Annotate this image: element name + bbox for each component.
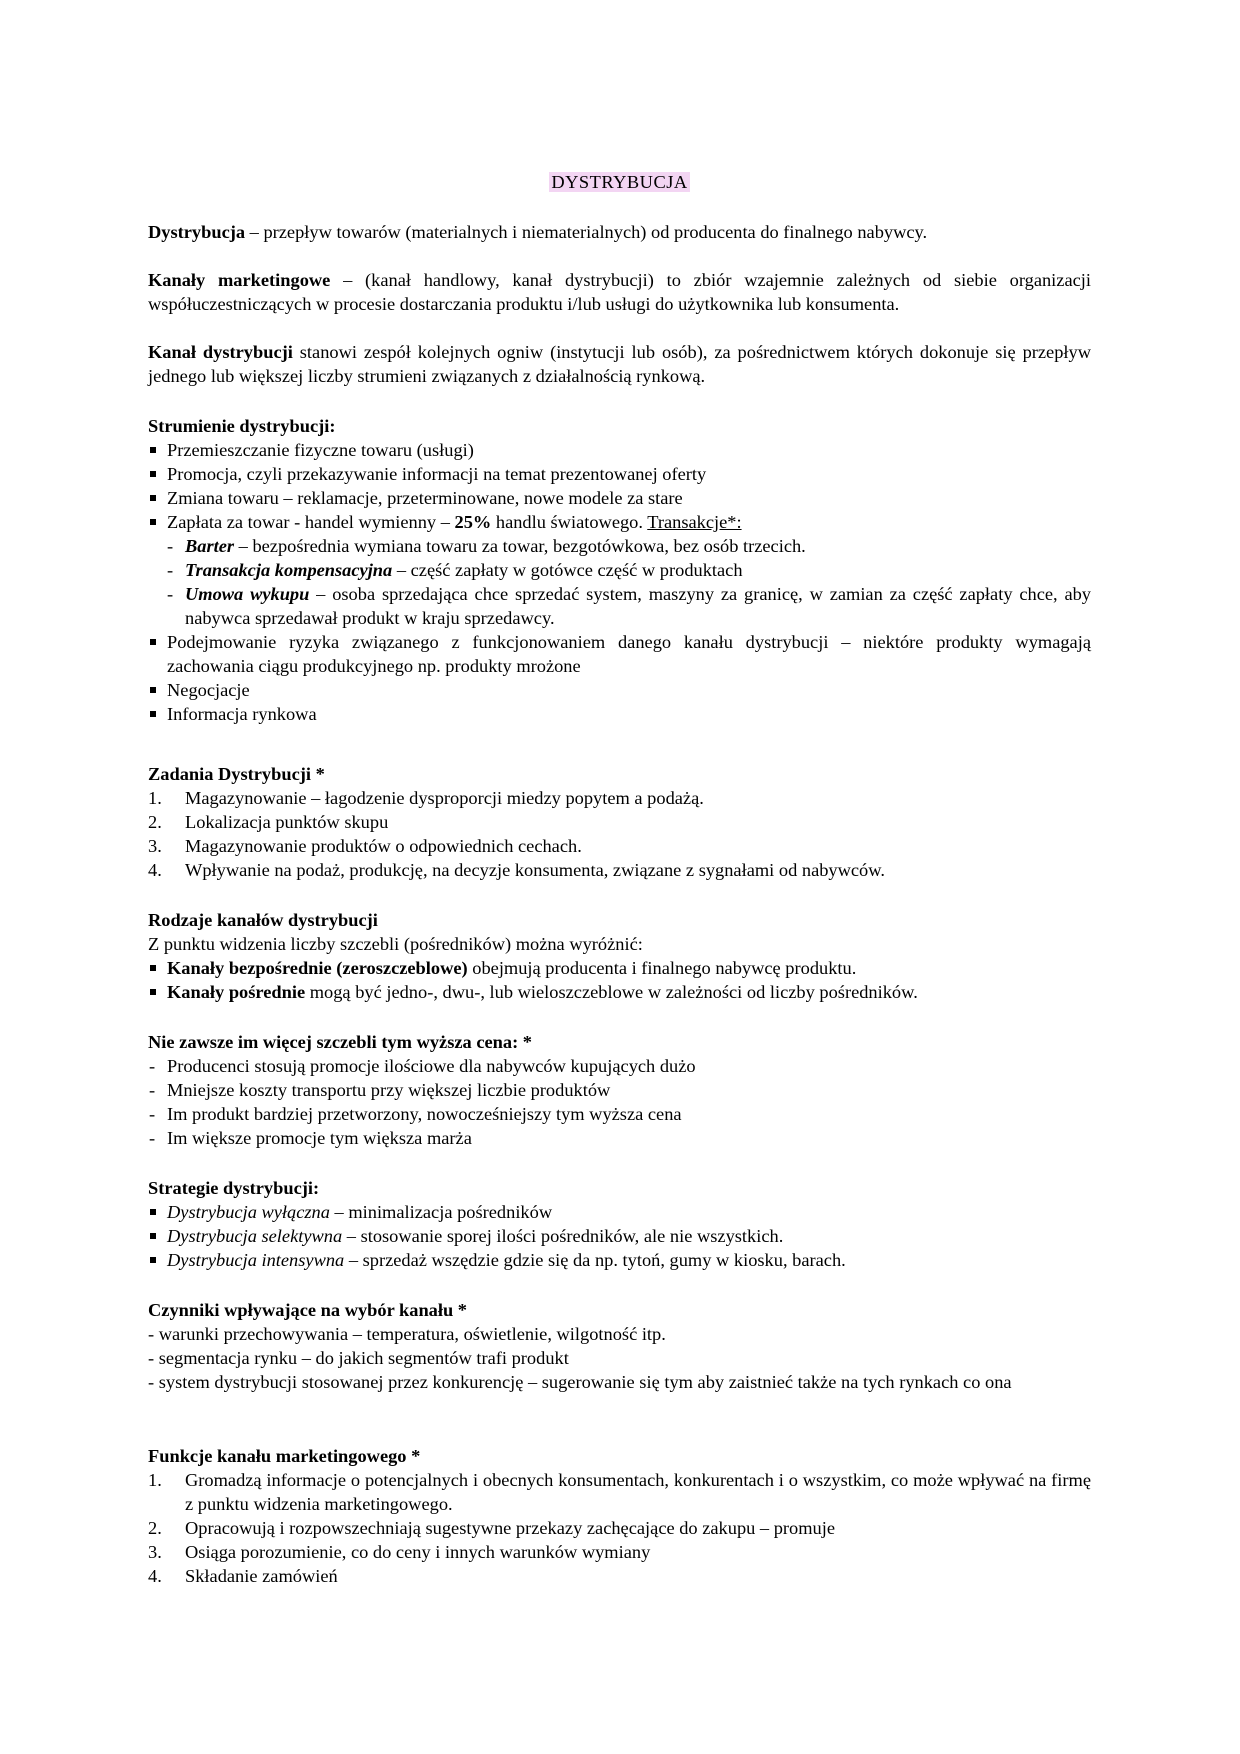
list-item: Dystrybucja intensywna – sprzedaż wszędzie gdzie się da np. tytoń, gumy w kiosku, barach.: [148, 1248, 1091, 1272]
list-item: 1. Magazynowanie – łagodzenie dysproporcji miedzy popytem a podażą.: [148, 788, 704, 808]
section-heading: Nie zawsze im więcej szczebli tym wyższa cena: *: [148, 1032, 533, 1052]
list-item: 4. Wpływanie na podaż, produkcję, na decyzje konsumenta, związane z sygnałami od nabywców.: [148, 860, 885, 880]
bullet-icon: [150, 471, 156, 477]
list-item: Kanały pośrednie mogą być jedno-, dwu-, lub wieloszczeblowe w zależności od liczby pośredników.: [148, 980, 1091, 1004]
channel-types-section: Rodzaje kanałów dystrybucji Z punktu widzenia liczby szczebli (pośredników) można wyróżnić: Kanały bezpośrednie (zeroszczeblowe) obejmują producenta i finalnego nabywcę produktu. Kanały pośrednie mogą być jedno-, dwu-, lub wieloszczeblowe w zależności od liczby pośredników.: [148, 908, 1091, 1004]
bullet-icon: [150, 965, 156, 971]
list-item: 2. Lokalizacja punktów skupu: [148, 812, 389, 832]
section-heading: Zadania Dystrybucji *: [148, 764, 325, 784]
sub-list-item: - Umowa wykupu – osoba sprzedająca chce sprzedać system, maszyny za granicę, w zamian za część zapłaty chce, aby nabywca sprzedawał produkt w kraju sprzedawcy.: [167, 584, 1091, 628]
list-item: - system dystrybucji stosowanej przez konkurencję – sugerowanie się tym aby zaistnieć także na tych rynkach co ona: [148, 1372, 1012, 1392]
list-item: Podejmowanie ryzyka związanego z funkcjonowaniem danego kanału dystrybucji – niektóre produkty wymagają zachowania ciągu produkcyjnego np. produkty mrożone: [148, 630, 1091, 678]
bullet-icon: [150, 495, 156, 501]
distribution-channel-paragraph: Kanał dystrybucji stanowi zespół kolejnych ogniw (instytucji lub osób), za pośrednictwem których dokonuje się przepływ jednego lub większej liczby strumieni związanych z działalnością rynkową.: [148, 342, 1091, 386]
section-heading: Rodzaje kanałów dystrybucji: [148, 910, 378, 930]
list-item: - Im produkt bardziej przetworzony, nowocześniejszy tym wyższa cena: [149, 1104, 682, 1124]
list-item: Dystrybucja selektywna – stosowanie sporej ilości pośredników, ale nie wszystkich.: [148, 1224, 1091, 1248]
list-item: Promocja, czyli przekazywanie informacji na temat prezentowanej oferty: [148, 462, 1091, 486]
list-item: 3. Magazynowanie produktów o odpowiednich cechach.: [148, 836, 582, 856]
list-item: Negocjacje: [148, 678, 1091, 702]
list-item: - segmentacja rynku – do jakich segmentów trafi produkt: [148, 1348, 569, 1368]
bullet-icon: [150, 447, 156, 453]
functions-section: [148, 1444, 1091, 1588]
list-item: 2. Opracowują i rozpowszechniają sugestywne przekazy zachęcające do zakupu – promuje: [148, 1518, 836, 1538]
section-heading: Strategie dystrybucji:: [148, 1178, 320, 1198]
bullet-icon: [150, 1233, 156, 1239]
page-title: DYSTRYBUCJA: [551, 172, 688, 192]
list-item: Zapłata za towar - handel wymienny – 25% handlu światowego. Transakcje*:: [148, 510, 1091, 534]
bullet-icon: [150, 989, 156, 995]
bullet-icon: [150, 1257, 156, 1263]
list-item: Przemieszczanie fizyczne towaru (usługi): [148, 438, 1091, 462]
list-item: - Im większe promocje tym większa marża: [149, 1128, 472, 1148]
bullet-icon: [150, 519, 156, 525]
list-item: 1. Gromadzą informacje o potencjalnych i obecnych konsumentach, konkurentach i o wszystkim, co może wpływać na firmę z punktu widzenia marketingowego.: [148, 1470, 1091, 1514]
marketing-channels-paragraph: Kanały marketingowe – (kanał handlowy, kanał dystrybucji) to zbiór wzajemnie zależnych od siebie organizacji współuczestniczących w procesie dostarczania produktu i/lub usługi do użytkownika lub konsumenta.: [148, 270, 1091, 314]
bullet-icon: [150, 1209, 156, 1215]
definition-paragraph: Dystrybucja – przepływ towarów (materialnych i niematerialnych) od producenta do finalnego nabywcy.: [148, 222, 928, 242]
list-item: Dystrybucja wyłączna – minimalizacja pośredników: [148, 1200, 1091, 1224]
sub-list-item: - Barter – bezpośrednia wymiana towaru za towar, bezgotówkowa, bez osób trzecich.: [167, 536, 806, 556]
bullet-icon: [150, 639, 156, 645]
list-item: - Mniejsze koszty transportu przy większej liczbie produktów: [149, 1080, 611, 1100]
strategies-section: [148, 1176, 1091, 1272]
list-item: Kanały bezpośrednie (zeroszczeblowe) obejmują producenta i finalnego nabywcę produktu.: [148, 956, 1091, 980]
factors-section: [148, 1298, 1091, 1394]
list-item: 3. Osiąga porozumienie, co do ceny i innych warunków wymiany: [148, 1542, 651, 1562]
list-item: - warunki przechowywania – temperatura, oświetlenie, wilgotność itp.: [148, 1324, 666, 1344]
list-item: - Producenci stosują promocje ilościowe dla nabywców kupujących dużo: [149, 1056, 696, 1076]
price-section: [148, 1030, 1091, 1150]
section-heading: Czynniki wpływające na wybór kanału *: [148, 1300, 467, 1320]
sub-list-item: - Transakcja kompensacyjna – część zapłaty w gotówce część w produktach: [167, 560, 743, 580]
section-heading: Funkcje kanału marketingowego *: [148, 1446, 421, 1466]
list-item: 4. Składanie zamówień: [148, 1566, 338, 1586]
list-item: Informacja rynkowa: [148, 702, 1091, 726]
bullet-icon: [150, 711, 156, 717]
section-heading: Strumienie dystrybucji:: [148, 416, 336, 436]
list-item: Zmiana towaru – reklamacje, przeterminowane, nowe modele za stare: [148, 486, 1091, 510]
bullet-icon: [150, 687, 156, 693]
streams-section: [148, 414, 1091, 726]
tasks-section: [148, 762, 1091, 882]
